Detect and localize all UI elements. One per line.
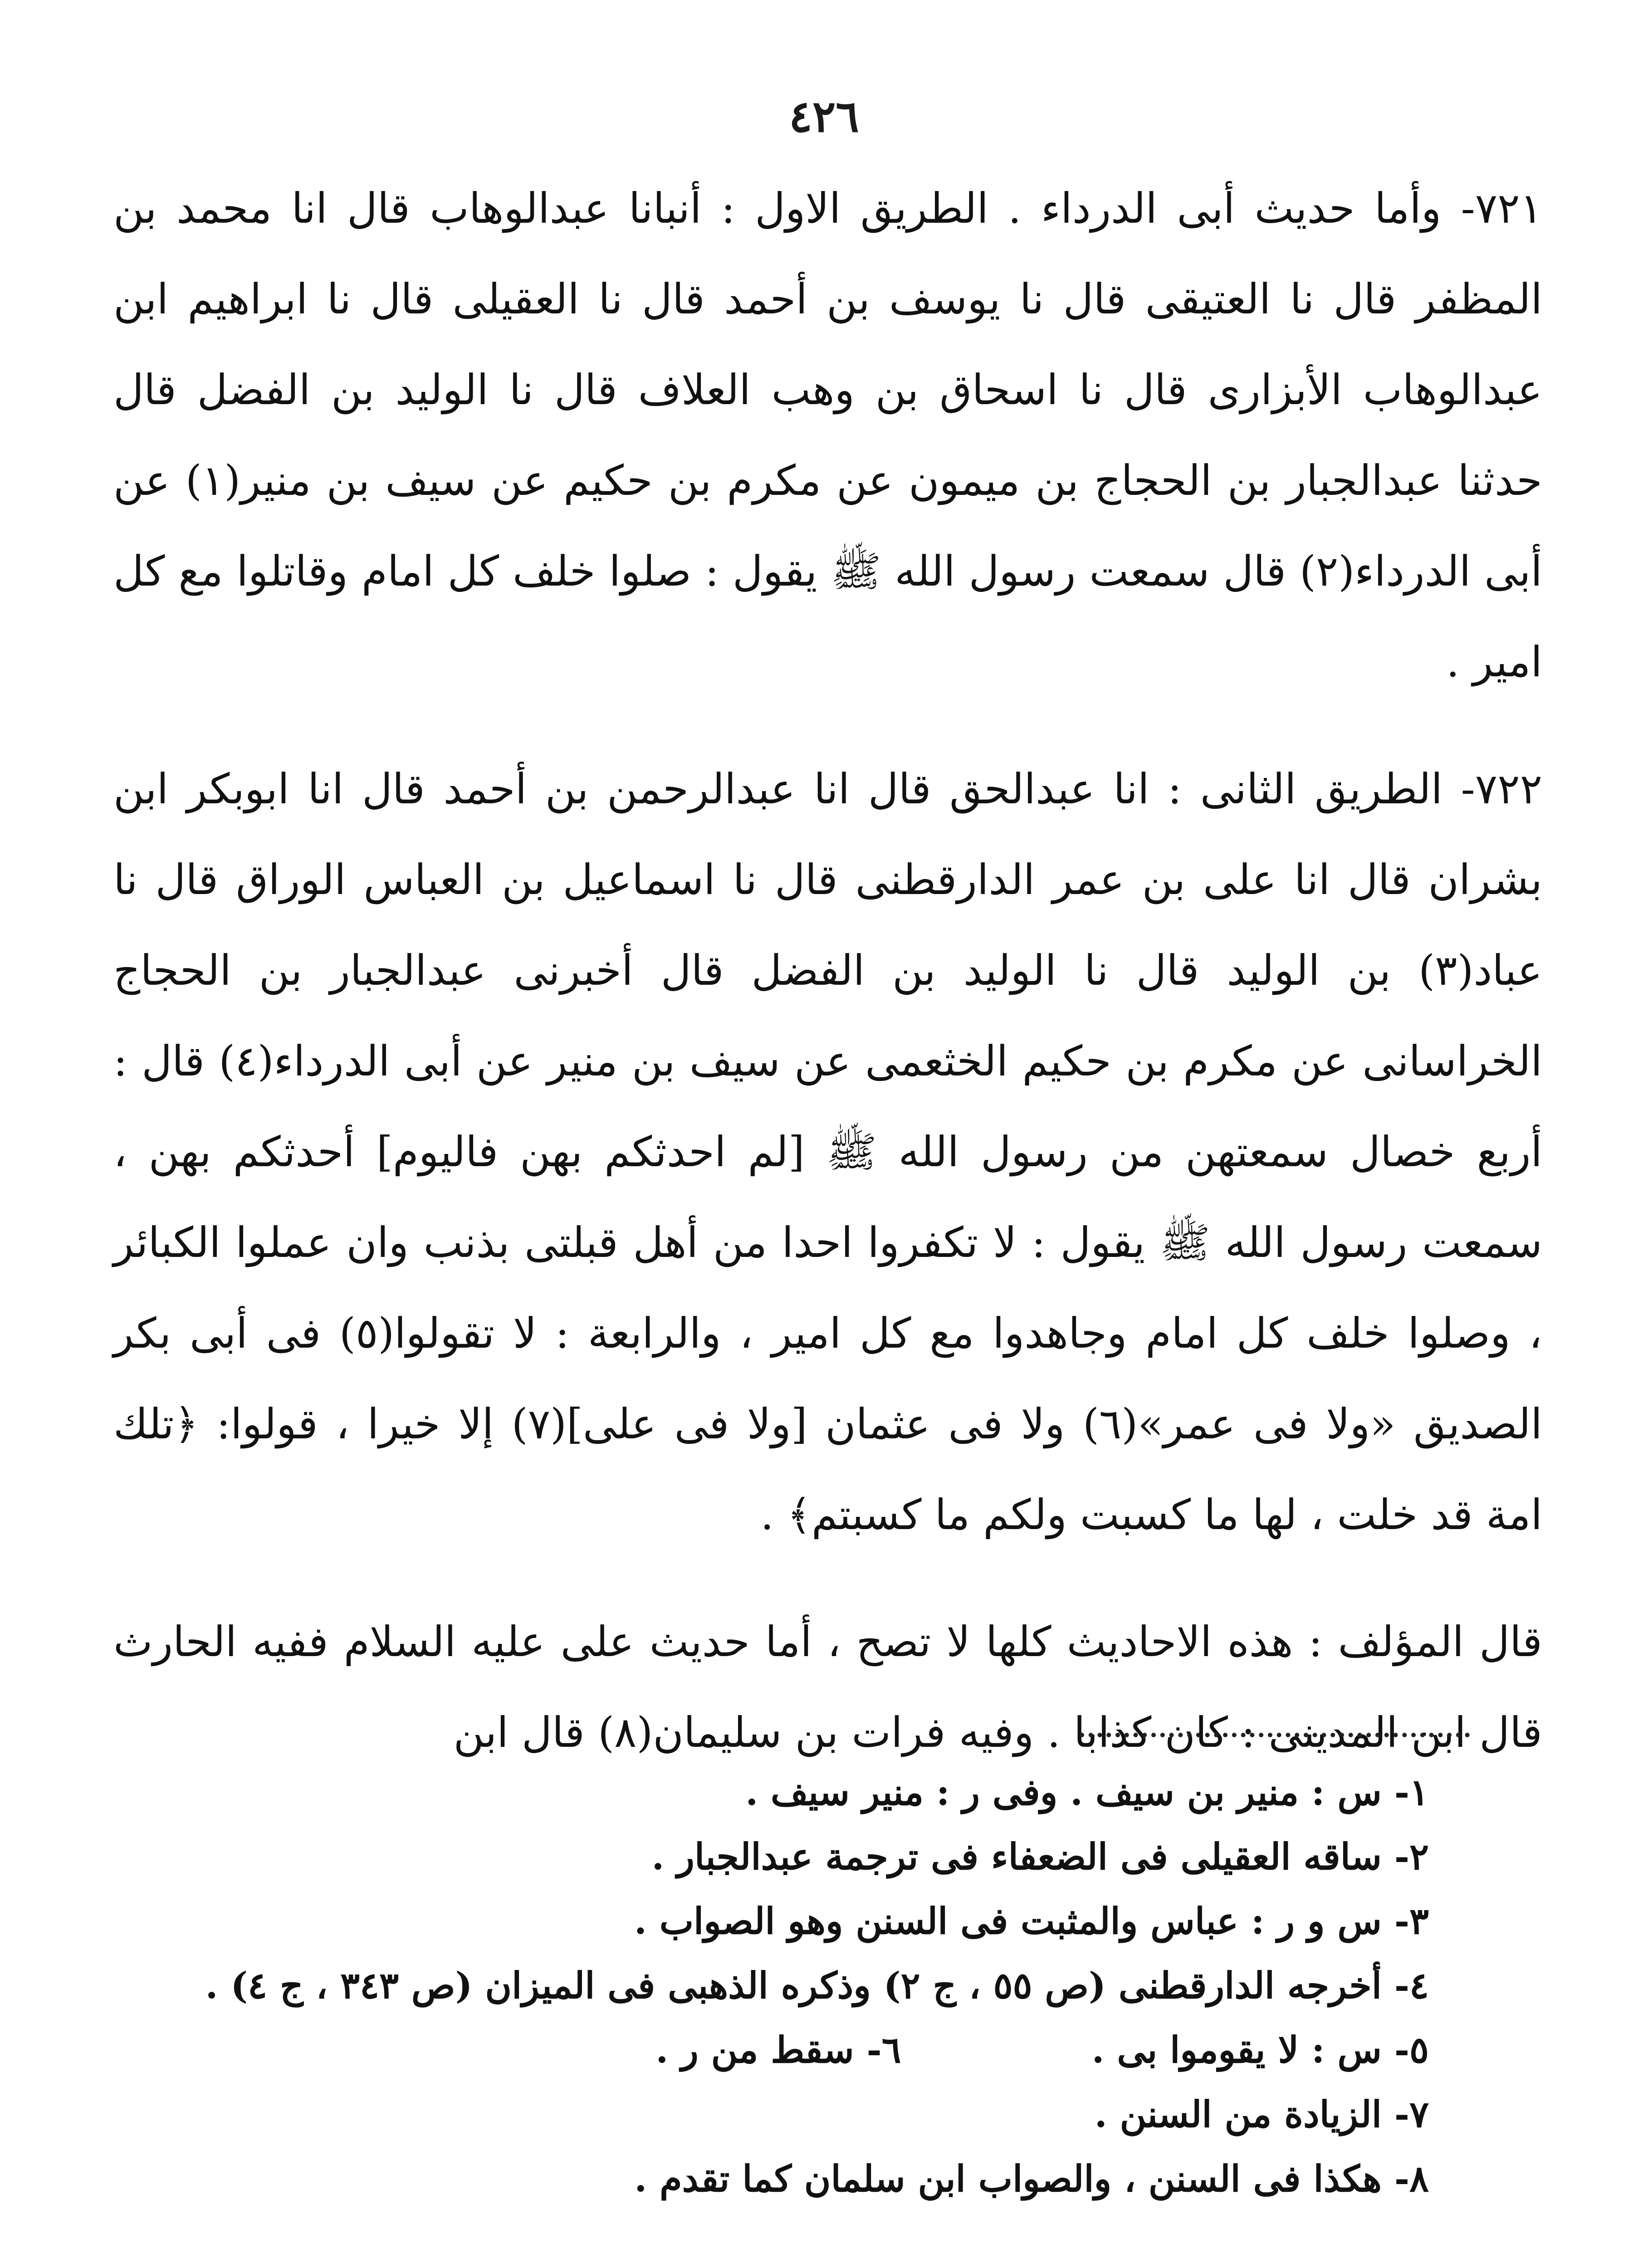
footnote-row-5-6 — [113, 2018, 1429, 2082]
footnote-8: ٨- هكذا فى السنن ، والصواب ابن سلمان كما تقدم . — [634, 2157, 1429, 2200]
paragraph-721: ٧٢١- وأما حديث أبى الدرداء . الطريق الاول : أنبانا عبدالوهاب قال انا محمد بن المظفر قال نا العتيقى قال نا يوسف بن أحمد قال نا العقيلى قال نا ابراهيم ابن عبدالوهاب الأبزارى قال نا اسحاق بن وهب العلاف قال نا الوليد بن الفضل قال حدثنا عبدالجبار بن الحجاج بن ميمون عن مكرم بن حكيم عن سيف بن منير(١) عن أبى الدرداء(٢) قال سمعت رسول الله ﷺ يقول : صلوا خلف كل امام وقاتلوا مع كل امير . — [113, 184, 1543, 686]
footnotes — [113, 1760, 1429, 2211]
footnote-1: ١- س : منير بن سيف . وفى ر : منير سيف . — [745, 1771, 1429, 1813]
footnote-7: ٧- الزيادة من السنن . — [1094, 2093, 1429, 2136]
footnote-2: ٢- ساقه العقيلى فى الضعفاء فى ترجمة عبدالجبار . — [651, 1835, 1429, 1878]
footnote-3: ٣- س و ر : عباس والمثبت فى السنن وهو الصواب . — [634, 1900, 1429, 1942]
footnote-4: ٤- أخرجه الدارقطنى (ص ٥٥ ، ج ٢) وذكره الذهبى فى الميزان (ص ٣٤٣ ، ج ٤) . — [205, 1964, 1429, 2007]
paragraph-author-comment: قال المؤلف : هذه الاحاديث كلها لا تصح ، أما حديث على عليه السلام ففيه الحارث قال ابن المدينى : كان كذابا . وفيه فرات بن سليمان(٨) قال ابن — [113, 1618, 1542, 1757]
page-number: ٤٢٦ — [789, 91, 859, 142]
footnote-5: ٥- س : لا يقوموا بى . — [1091, 2028, 1429, 2071]
main-text — [113, 163, 1542, 1778]
paragraph-722: ٧٢٢- الطريق الثانى : انا عبدالحق قال انا عبدالرحمن بن أحمد قال انا ابوبكر ابن بشران قال انا على بن عمر الدارقطنى قال نا اسماعيل بن العباس الوراق قال نا عباد(٣) بن الوليد قال نا الوليد بن الفضل قال أخبرنى عبدالجبار بن الحجاج الخراسانى عن مكرم بن حكيم الخثعمى عن سيف بن منير عن أبى الدرداء(٤) قال : أربع خصال سمعتهن من رسول الله ﷺ [لم احدثكم بهن فاليوم] أحدثكم بهن ، سمعت رسول الله ﷺ يقول : لا تكفروا احدا من أهل قبلتى بذنب وان عملوا الكبائر ، وصلوا خلف كل امام وجاهدوا مع كل امير ، والرابعة : لا تقولوا(٥) فى أبى بكر الصديق «ولا فى عمر»(٦) ولا فى عثمان [ولا فى على](٧) إلا خيرا ، قولوا: ﴿تلك امة قد خلت ، لها ما كسبت ولكم ما كسبتم﴾ . — [113, 765, 1542, 1539]
footnote-6: ٦- سقط من ر . — [655, 2028, 901, 2071]
footnote-separator — [1080, 1733, 1470, 1737]
